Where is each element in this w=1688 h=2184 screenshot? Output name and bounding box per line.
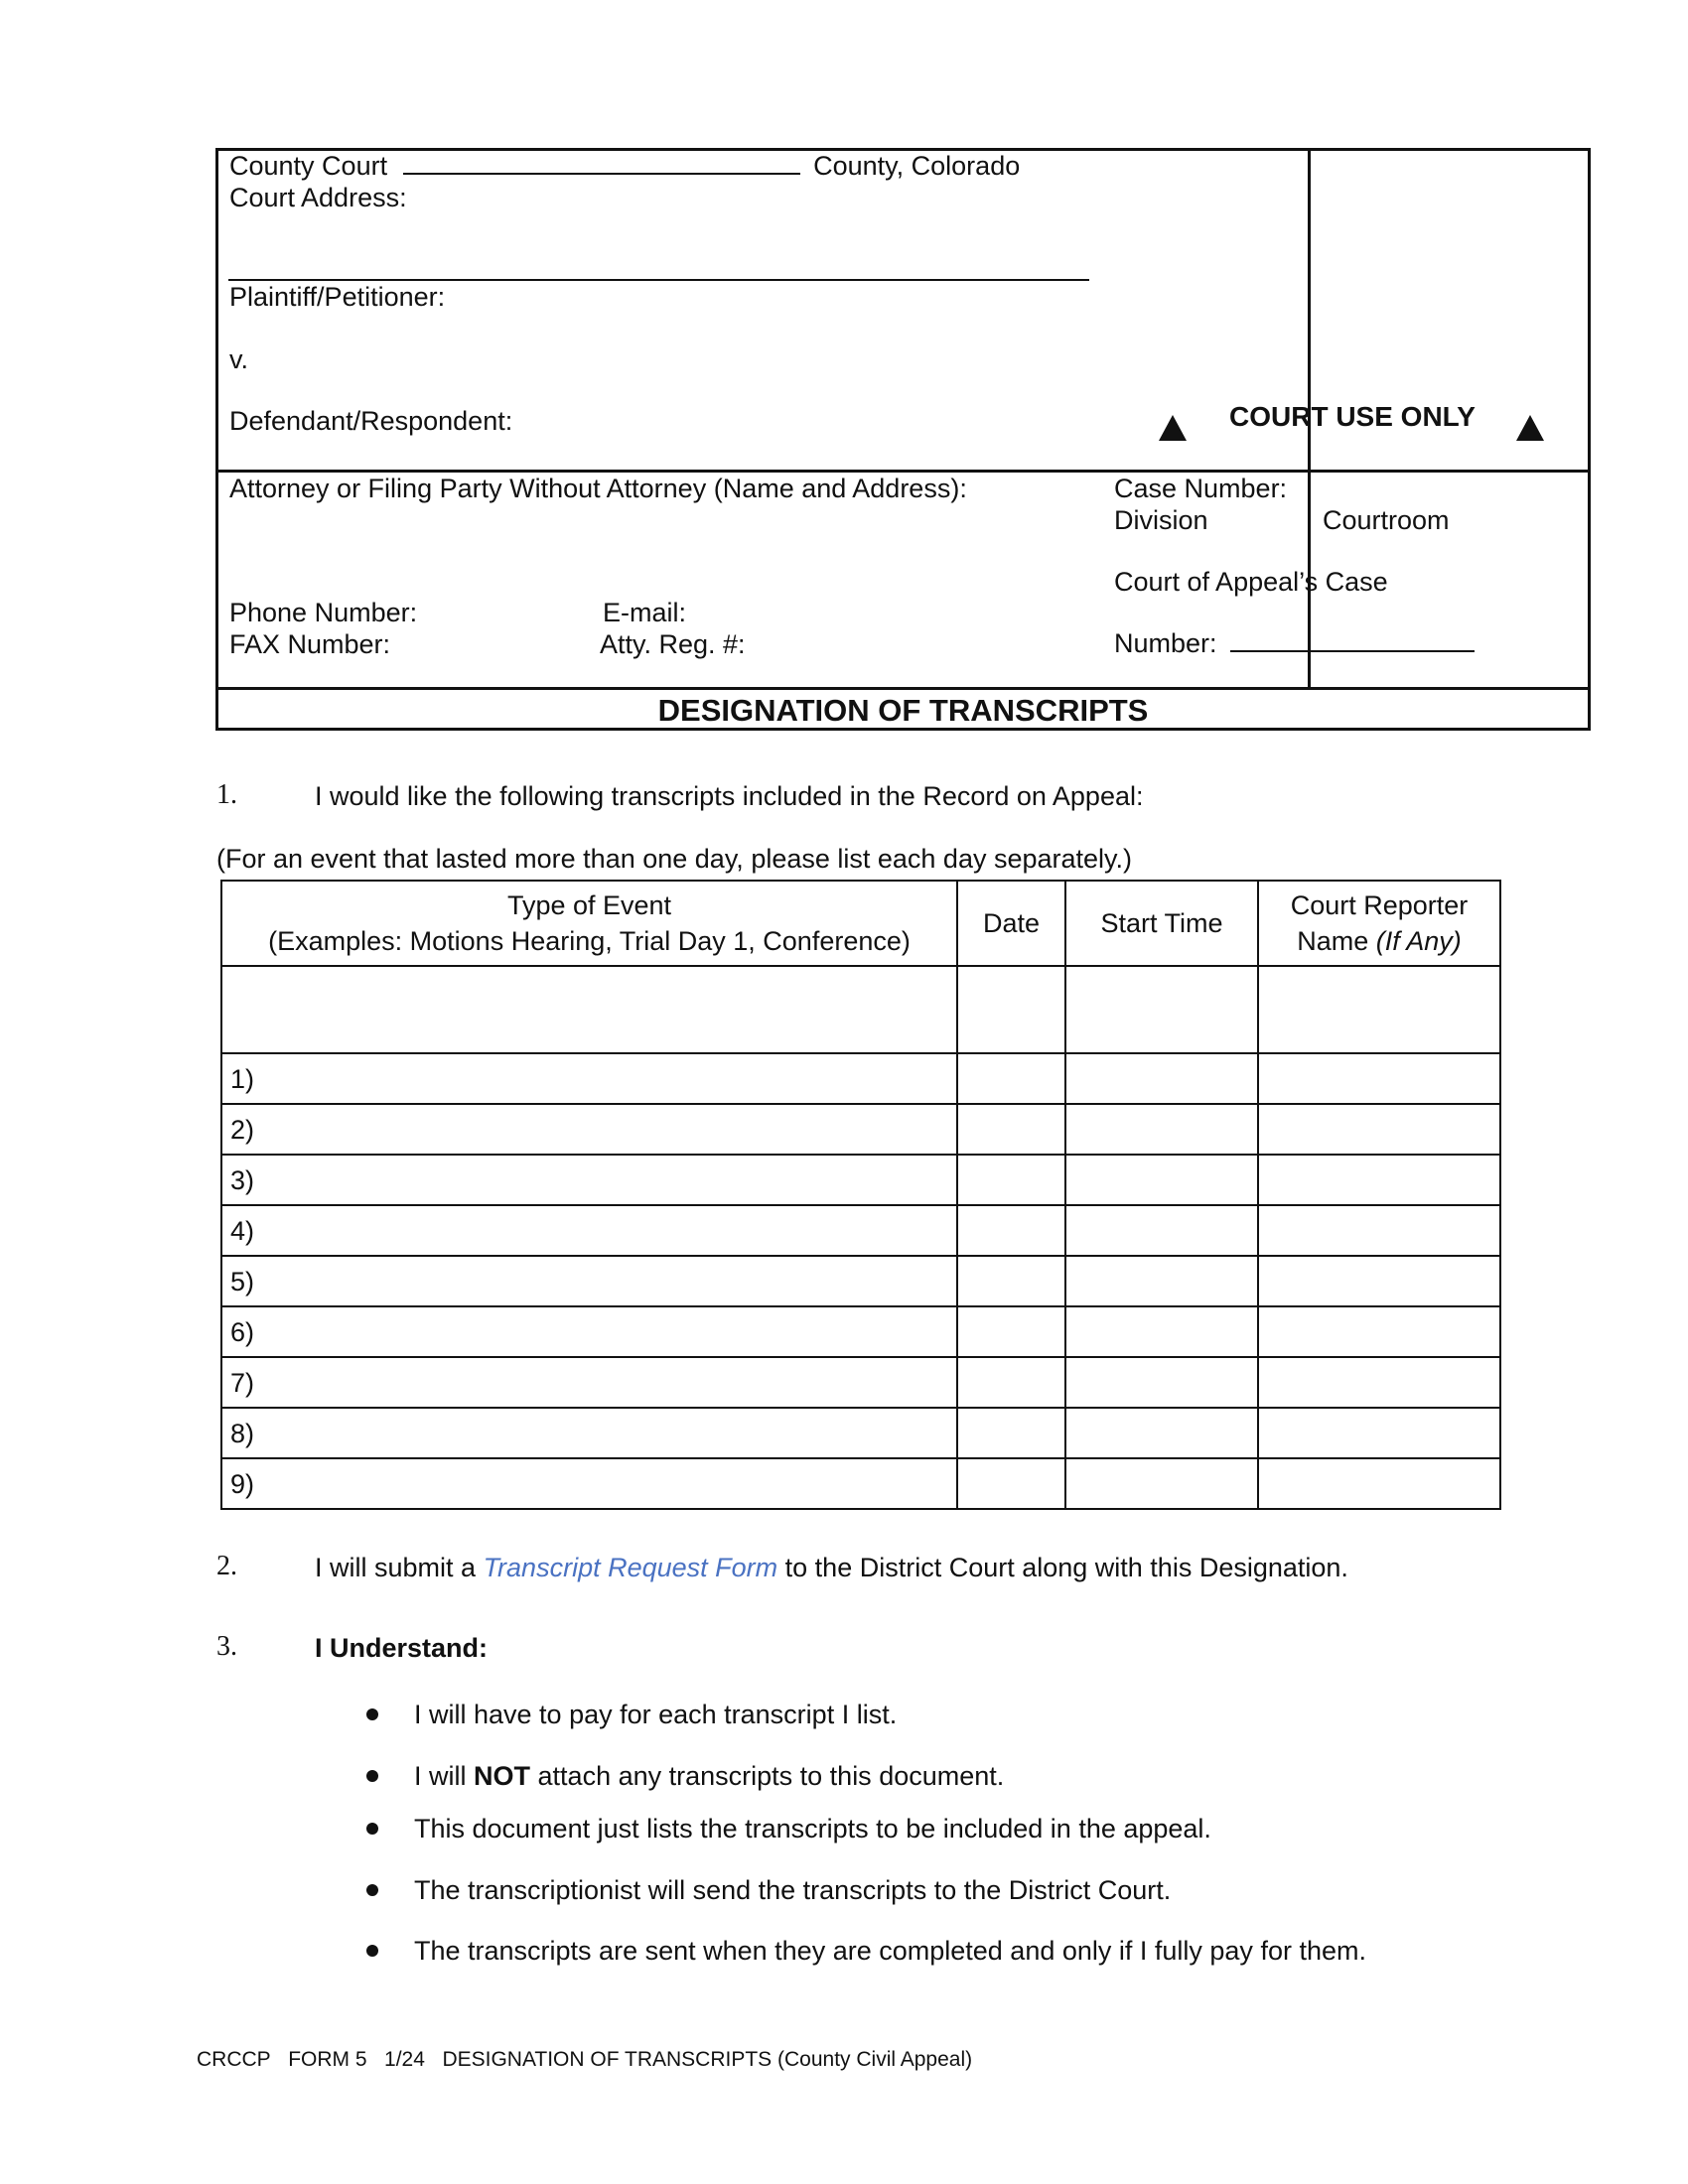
item2-after: attach any transcripts to this document.	[537, 1761, 1005, 1791]
type-cell[interactable]: 9)	[221, 1458, 957, 1509]
type-cell[interactable]	[221, 966, 957, 1053]
date-cell[interactable]	[957, 1357, 1065, 1408]
start-time-cell[interactable]	[1065, 966, 1258, 1053]
table-row	[221, 1053, 1500, 1104]
table-row	[221, 1357, 1500, 1408]
type-cell[interactable]: 8)	[221, 1408, 957, 1458]
case-number-label: Case Number:	[1114, 474, 1288, 503]
reporter-cell[interactable]	[1258, 1306, 1500, 1357]
section2-text-after: to the District Court along with this Designation.	[784, 1553, 1348, 1582]
type-cell[interactable]: 2)	[221, 1104, 957, 1155]
reporter-cell[interactable]	[1258, 1256, 1500, 1306]
bullet-icon	[366, 1770, 378, 1782]
table-row	[221, 1155, 1500, 1205]
bullet-icon	[366, 1823, 378, 1835]
understand-item-4: The transcriptionist will send the transcripts to the District Court.	[414, 1875, 1172, 1905]
start-time-cell[interactable]	[1065, 1205, 1258, 1256]
section2-text-before: I will submit a	[315, 1553, 477, 1582]
date-header: Date	[957, 881, 1065, 966]
type-cell[interactable]: 7)	[221, 1357, 957, 1408]
table-row	[221, 1306, 1500, 1357]
court-reporter-header	[1258, 881, 1500, 966]
plaintiff-label: Plaintiff/Petitioner:	[229, 282, 446, 312]
start-time-cell[interactable]	[1065, 1357, 1258, 1408]
section1-note: (For an event that lasted more than one day, please list each day separately.)	[216, 844, 1133, 874]
understand-item-2	[414, 1760, 1004, 1792]
division-label: Division	[1114, 505, 1208, 535]
transcripts-table	[220, 880, 1501, 1510]
up-arrow-icon	[1514, 413, 1546, 443]
start-time-cell[interactable]	[1065, 1306, 1258, 1357]
reporter-cell[interactable]	[1258, 1155, 1500, 1205]
coa-case-label: Court of Appeal’s Case	[1114, 567, 1388, 597]
understand-item-1: I will have to pay for each transcript I list.	[414, 1700, 898, 1729]
understand-item-5: The transcripts are sent when they are completed and only if I fully pay for them.	[414, 1936, 1366, 1966]
start-time-header: Start Time	[1065, 881, 1258, 966]
section3-number: 3.	[216, 1631, 237, 1662]
form-title: DESIGNATION OF TRANSCRIPTS	[657, 693, 1149, 728]
reporter-cell[interactable]	[1258, 1357, 1500, 1408]
section2-number: 2.	[216, 1551, 237, 1581]
table-header-row	[221, 881, 1500, 966]
fax-label: FAX Number:	[229, 629, 391, 659]
versus-label: v.	[229, 344, 248, 374]
attorney-label: Attorney or Filing Party Without Attorney (Name and Address):	[229, 474, 967, 503]
table-row	[221, 1408, 1500, 1458]
county-court-line	[229, 150, 1020, 182]
date-cell[interactable]	[957, 1408, 1065, 1458]
type-cell[interactable]: 3)	[221, 1155, 957, 1205]
start-time-cell[interactable]	[1065, 1053, 1258, 1104]
footer-title: DESIGNATION OF TRANSCRIPTS (County Civil Appeal)	[442, 2048, 973, 2071]
reporter-name-text: Name	[1297, 926, 1369, 956]
start-time-cell[interactable]	[1065, 1408, 1258, 1458]
footer	[197, 2047, 972, 2073]
caption-title-divider	[218, 687, 1588, 690]
date-cell[interactable]	[957, 1155, 1065, 1205]
county-court-label: County Court	[229, 151, 388, 181]
date-cell[interactable]	[957, 1104, 1065, 1155]
footer-form-no: FORM 5	[288, 2048, 367, 2071]
section1-text: I would like the following transcripts included in the Record on Appeal:	[315, 781, 1144, 811]
reporter-cell[interactable]	[1258, 1408, 1500, 1458]
phone-label: Phone Number:	[229, 598, 418, 627]
type-of-event-header	[221, 881, 957, 966]
footer-form-id: CRCCP	[197, 2048, 271, 2071]
type-cell[interactable]: 5)	[221, 1256, 957, 1306]
table-row	[221, 1458, 1500, 1509]
type-header-line2: (Examples: Motions Hearing, Trial Day 1, Conference)	[268, 926, 911, 956]
coa-number-line	[1114, 627, 1475, 659]
up-arrow-icon	[1157, 413, 1189, 443]
table-row	[221, 1104, 1500, 1155]
type-cell[interactable]: 6)	[221, 1306, 957, 1357]
type-cell[interactable]: 4)	[221, 1205, 957, 1256]
coa-number-field[interactable]	[1230, 628, 1475, 652]
start-time-cell[interactable]	[1065, 1155, 1258, 1205]
atty-reg-label: Atty. Reg. #:	[600, 629, 746, 659]
start-time-cell[interactable]	[1065, 1104, 1258, 1155]
transcript-request-form-link[interactable]: Transcript Request Form	[483, 1553, 778, 1582]
reporter-header-line1: Court Reporter	[1290, 890, 1469, 920]
table-row	[221, 966, 1500, 1053]
date-cell[interactable]	[957, 1306, 1065, 1357]
reporter-if-any-text: (If Any)	[1375, 926, 1462, 956]
reporter-header-line2	[1259, 923, 1499, 959]
item2-before: I will	[414, 1761, 467, 1791]
date-cell[interactable]	[957, 1256, 1065, 1306]
item2-not: NOT	[474, 1761, 531, 1791]
section2-line	[315, 1552, 1348, 1583]
date-cell[interactable]	[957, 1205, 1065, 1256]
email-label: E-mail:	[603, 598, 687, 627]
type-cell[interactable]: 1)	[221, 1053, 957, 1104]
start-time-cell[interactable]	[1065, 1458, 1258, 1509]
table-row	[221, 1256, 1500, 1306]
reporter-cell[interactable]	[1258, 1053, 1500, 1104]
number-label: Number:	[1114, 628, 1217, 658]
table-row	[221, 1205, 1500, 1256]
footer-date: 1/24	[384, 2048, 425, 2071]
reporter-cell[interactable]	[1258, 966, 1500, 1053]
bullet-icon	[366, 1884, 378, 1896]
understand-item-3: This document just lists the transcripts to be included in the appeal.	[414, 1814, 1211, 1843]
date-cell[interactable]	[957, 1053, 1065, 1104]
date-cell[interactable]	[957, 966, 1065, 1053]
reporter-cell[interactable]	[1258, 1458, 1500, 1509]
reporter-cell[interactable]	[1258, 1205, 1500, 1256]
county-colorado-label: County, Colorado	[813, 151, 1021, 181]
county-name-field[interactable]	[403, 151, 800, 175]
court-address-label: Court Address:	[229, 183, 407, 212]
section1-number: 1.	[216, 779, 237, 810]
bullet-icon	[366, 1945, 378, 1957]
start-time-cell[interactable]	[1065, 1256, 1258, 1306]
court-use-only-label: COURT USE ONLY	[1229, 401, 1476, 432]
defendant-label: Defendant/Respondent:	[229, 406, 513, 436]
bullet-icon	[366, 1708, 378, 1720]
date-cell[interactable]	[957, 1458, 1065, 1509]
section3-heading: I Understand:	[315, 1633, 489, 1663]
courtroom-label: Courtroom	[1323, 505, 1450, 535]
reporter-cell[interactable]	[1258, 1104, 1500, 1155]
type-header-line1: Type of Event	[506, 890, 672, 920]
